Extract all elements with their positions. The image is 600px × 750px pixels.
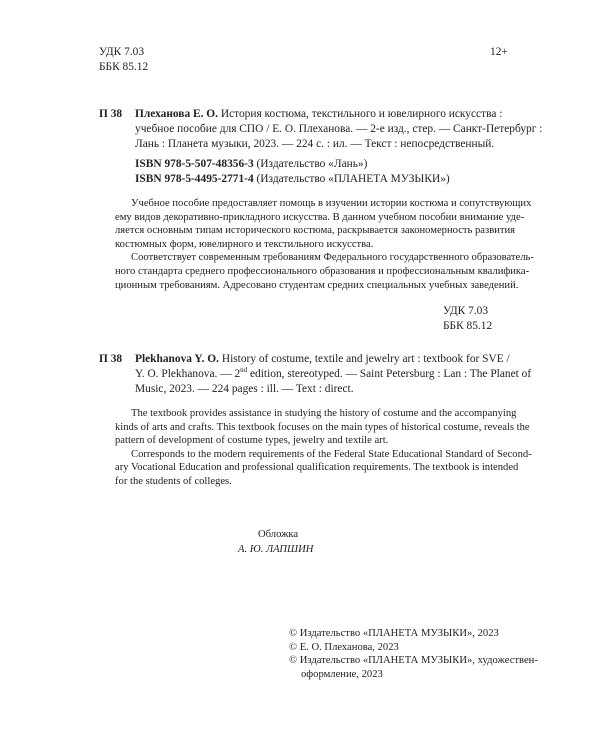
ru-title: История костюма, текстильного и ювелирного искусства : — [220, 108, 503, 120]
en-title: History of costume, textile and jewelry art : textbook for SVE / — [221, 353, 510, 365]
ru-abstract-line: ему видов декоративно-прикладного искусства. В данном учебном пособии внимание уде- — [115, 211, 525, 223]
ru-author: Плеханова Е. О. — [135, 108, 218, 120]
bbk-code-en: ББК 85.12 — [443, 320, 493, 332]
isbn-lan-number: ISBN 978-5-507-48356-3 — [135, 158, 254, 170]
isbn-planeta-publisher: (Издательство «ПЛАНЕТА МУЗЫКИ») — [253, 173, 450, 185]
ru-abstract-line: ного стандарта среднего профессионального образования и профессиональным квалифика- — [115, 265, 530, 277]
ru-record-line-3: Лань : Планета музыки, 2023. — 224 с. : ил. — Текст : непосредственный. — [135, 138, 495, 150]
ru-abstract-line: костюмных форм, ювелирного и текстильного искусства. — [115, 238, 374, 250]
copyright-design-cont: оформление, 2023 — [301, 668, 383, 680]
en-abstract-line: Corresponds to the modern requirements of the Federal State Educational Standard of Second- — [131, 448, 532, 460]
udk-code: УДК 7.03 — [99, 46, 145, 58]
ru-record-line-2: учебное пособие для СПО / Е. О. Плеханова. — 2-е изд., стер. — Санкт-Петербург : — [135, 123, 543, 135]
en-record-line-1 — [135, 352, 510, 367]
en-abstract-line: pattern of development of costume types, jewelry and textile art. — [115, 435, 389, 447]
copyright-publisher: © Издательство «ПЛАНЕТА МУЗЫКИ», 2023 — [289, 628, 499, 639]
en-author: Plekhanova Y. O. — [135, 353, 219, 365]
ru-record-line-1 — [135, 107, 502, 122]
copyright-design: © Издательство «ПЛАНЕТА МУЗЫКИ», художествен- — [289, 655, 538, 667]
cover-label: Обложка — [258, 529, 299, 540]
isbn-lan-publisher: (Издательство «Лань») — [253, 158, 368, 170]
en-index: П 38 — [99, 353, 123, 365]
ru-abstract-line: Соответствует современным требованиям Федерального государственного образователь- — [131, 252, 534, 264]
age-rating: 12+ — [490, 46, 508, 58]
cover-artist: А. Ю. ЛАПШИН — [238, 544, 314, 555]
udk-code-en: УДК 7.03 — [443, 305, 489, 317]
en-record-line-3: Music, 2023. — 224 pages : ill. — Text : direct. — [135, 383, 354, 395]
en-abstract — [115, 407, 532, 489]
en-abstract-line: The textbook provides assistance in studying the history of costume and the accompanying — [131, 408, 517, 419]
en-abstract-line: ary Vocational Education and professional qualification requirements. The textbook is intended — [115, 462, 519, 474]
en-record-line-2: Y. O. Plekhanova. — 2nd edition, stereotyped. — Saint Petersburg : Lan : The Planet of — [135, 366, 532, 380]
en-abstract-line: for the students of colleges. — [115, 475, 232, 487]
bbk-code: ББК 85.12 — [99, 61, 149, 73]
isbn-planeta — [135, 172, 450, 187]
isbn-lan — [135, 157, 367, 172]
ru-index: П 38 — [99, 108, 123, 120]
copyright-block — [289, 627, 538, 681]
ru-abstract-line: Учебное пособие предоставляет помощь в изучении истории костюма и сопутствующих — [131, 198, 532, 209]
ru-abstract — [115, 197, 534, 292]
en-abstract-line: kinds of arts and crafts. This textbook focuses on the main types of historical costume, reveals the — [115, 421, 530, 433]
isbn-planeta-number: ISBN 978-5-4495-2771-4 — [135, 173, 254, 185]
copyright-author: © Е. О. Плеханова, 2023 — [289, 641, 399, 653]
ru-abstract-line: ляется основным типам исторического костюма, раскрывается закономерность развития — [115, 225, 516, 237]
ru-abstract-line: ционным требованиям. Адресовано студентам средних специальных учебных заведений. — [115, 279, 519, 291]
